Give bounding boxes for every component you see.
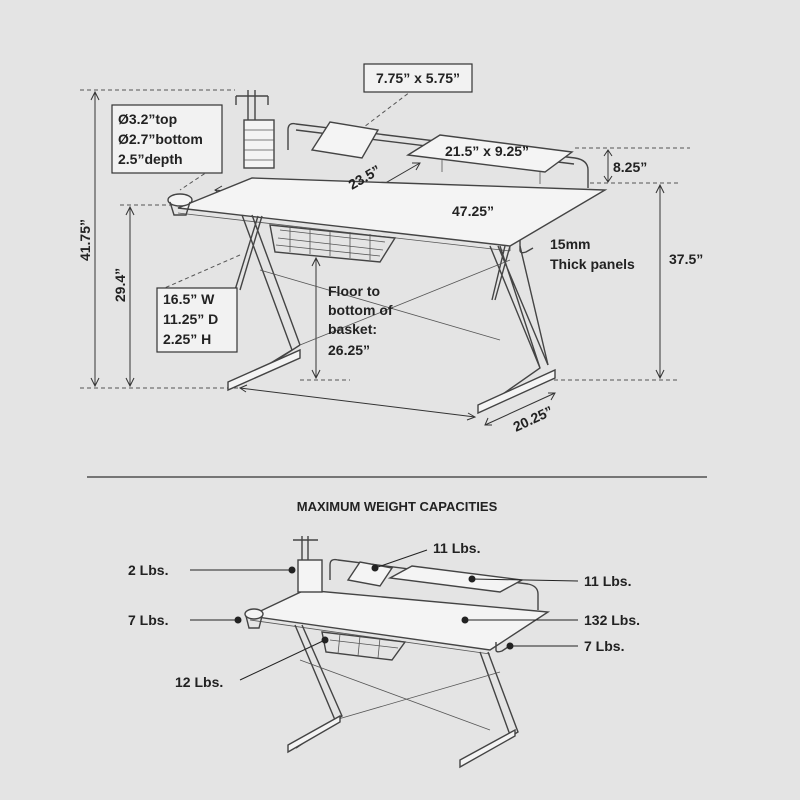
desk-top-capacity: 132 Lbs. (584, 612, 641, 628)
cup-holder-capacity: 7 Lbs. (128, 612, 169, 628)
headphone-hook-capacity: 2 Lbs. (128, 562, 169, 578)
desk-width-label: 47.25” (452, 203, 495, 219)
tablet-shelf-size-box (364, 64, 472, 92)
cup-holder-spec-line2: Ø2.7”bottom (118, 131, 203, 147)
cup-holder-spec-box (112, 105, 222, 173)
basket-clearance-line3: basket: (328, 321, 378, 337)
panel-thickness-line2: Thick panels (550, 256, 635, 272)
monitor-shelf-size: 21.5” x 9.25” (445, 143, 530, 159)
desk-depth-label: 23.5” (345, 161, 384, 193)
basket-spec-line3: 2.25” H (163, 331, 212, 347)
capacities-title: MAXIMUM WEIGHT CAPACITIES (296, 499, 498, 514)
basket-capacity: 12 Lbs. (175, 674, 224, 690)
panel-thickness-line1: 15mm (550, 236, 591, 252)
top-height-label: 37.5” (669, 251, 704, 267)
total-height-label: 41.75” (77, 218, 93, 262)
basket-clearance-line1: Floor to (328, 283, 381, 299)
desk-height-label: 29.4” (112, 267, 128, 303)
cup-holder-spec-line3: 2.5”depth (118, 151, 183, 167)
basket-clearance-line2: bottom of (328, 302, 393, 318)
base-depth-label: 20.25” (510, 402, 556, 435)
basket-spec-line2: 11.25” D (163, 311, 219, 327)
tablet-shelf-size: 7.75” x 5.75” (375, 70, 461, 86)
basket-spec-box (157, 288, 237, 352)
basket-clearance-line4: 26.25” (328, 342, 371, 358)
shelf-height-label: 8.25” (613, 159, 648, 175)
tablet-shelf-capacity: 11 Lbs. (433, 540, 481, 556)
side-hook-capacity: 7 Lbs. (584, 638, 625, 654)
cup-holder-spec-line1: Ø3.2”top (118, 111, 178, 127)
monitor-shelf-capacity: 11 Lbs. (584, 573, 632, 589)
basket-spec-line1: 16.5” W (163, 291, 215, 307)
